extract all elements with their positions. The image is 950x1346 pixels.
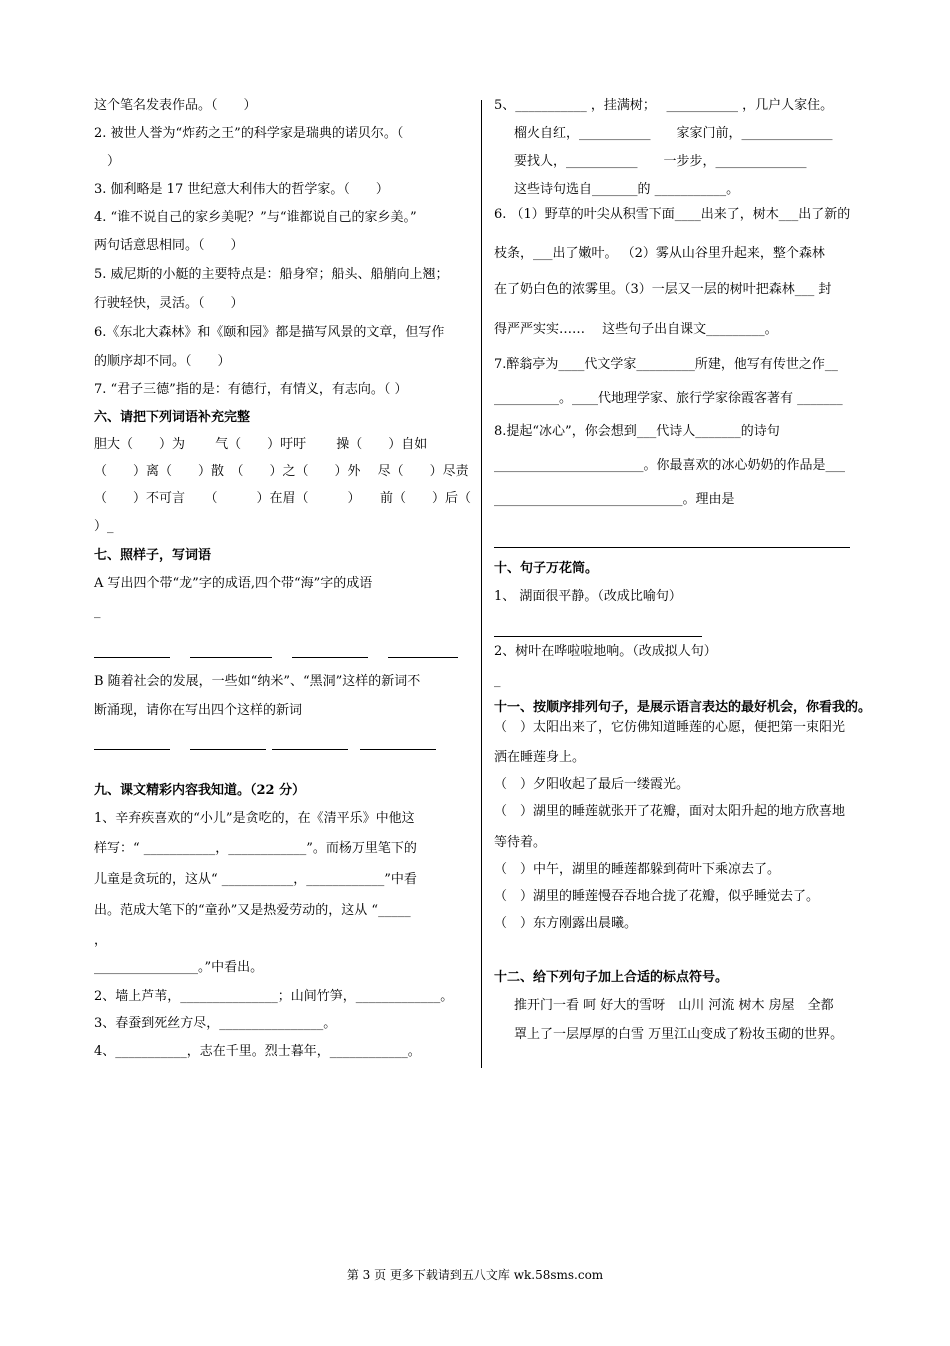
text-line: B 随着社会的发展，一些如“纳米”、“黑洞”这样的新词不: [94, 674, 421, 689]
section-heading: 十二、给下列句子加上合适的标点符号。: [494, 970, 729, 985]
text-line: 3. 伽利略是 17 世纪意大利伟大的哲学家。（ ）: [94, 182, 389, 197]
section-heading: 九、课文精彩内容我知道。（22 分）: [94, 783, 306, 798]
answer-line: [94, 657, 170, 658]
text-line: 出。范成大笔下的“童孙”又是热爱劳动的，这从 “_____: [94, 903, 411, 918]
text-line: ，: [94, 933, 108, 948]
text-line: _: [494, 673, 501, 688]
text-line: 7. “君子三德”指的是：有德行，有情义，有志向。（ ）: [94, 382, 408, 397]
text-line: （ ）中午，湖里的睡莲都躲到荷叶下乘凉去了。: [494, 862, 781, 877]
section-heading: 七、照样子，写词语: [94, 548, 212, 563]
text-line: （ ）湖里的睡莲就张开了花瓣，面对太阳升起的地方欣喜地: [494, 804, 846, 819]
text-line: 洒在睡莲身上。: [494, 750, 586, 765]
section-heading: 十、句子万花筒。: [494, 561, 599, 576]
section-heading: 十一、按顺序排列句子，是展示语言表达的最好机会，你看我的。: [494, 700, 872, 715]
text-line: 4、___________，志在千里。烈士暮年，____________。: [94, 1044, 421, 1059]
text-line: _: [94, 604, 101, 619]
text-line: _____________________________。理由是: [494, 492, 735, 507]
text-line: 枝条，___出了嫩叶。 （2）雾从山谷里升起来，整个森林: [494, 246, 825, 261]
answer-line: [190, 657, 272, 658]
text-line: 的顺序却不同。（ ）: [94, 354, 231, 369]
text-line: 7.醉翁亭为____代文学家_________所建，他写有传世之作__: [494, 357, 838, 372]
text-line: 4. “谁不说自己的家乡美呢？”与“谁都说自己的家乡美。”: [94, 210, 417, 225]
text-line: _______________________。你最喜欢的冰心奶奶的作品是___: [494, 458, 846, 473]
section-heading: 六、请把下列词语补充完整: [94, 410, 251, 425]
text-line: 要找人，___________ 一步步，______________: [514, 154, 807, 169]
text-line: 断涌现，请你在写出四个这样的新词: [94, 703, 303, 718]
text-line: 6.《东北大森林》和《颐和园》都是描写风景的文章，但写作: [94, 325, 445, 340]
answer-line: [272, 749, 348, 750]
text-line: 这个笔名发表作品。（ ）: [94, 98, 257, 113]
text-line: 2、墙上芦苇，_______________；山间竹笋，_____________。: [94, 989, 454, 1004]
text-line: 5. 威尼斯的小艇的主要特点是：船身窄；船头、船艄向上翘；: [94, 267, 449, 282]
answer-line: [494, 547, 850, 548]
text-line: 5、___________ ，挂满树； ___________ ，几户人家住。: [494, 98, 834, 113]
text-line: 行驶轻快，灵活。（ ）: [94, 296, 244, 311]
column-divider: [481, 100, 482, 1068]
answer-line: [190, 749, 266, 750]
text-line: 1、辛弃疾喜欢的“小儿”是贪吃的，在《清平乐》中他这: [94, 811, 415, 826]
text-line: 6. （1）野草的叶尖从积雪下面____出来了，树木___出了新的: [494, 207, 851, 222]
page-footer: 第 3 页 更多下载请到五八文库 wk.58sms.com: [346, 1268, 604, 1282]
text-line: 3、春蚕到死丝方尽，________________。: [94, 1016, 337, 1031]
text-line: 在了奶白色的浓雾里。（3）一层又一层的树叶把森林___ 封: [494, 282, 832, 297]
answer-line: [494, 636, 702, 637]
text-line: （ ）东方刚露出晨曦。: [494, 916, 638, 931]
answer-line: [360, 749, 436, 750]
text-line: 罩上了一层厚厚的白雪 万里江山变成了粉妆玉砌的世界。: [514, 1027, 844, 1042]
text-line: 8.提起“冰心”，你会想到___代诗人_______的诗句: [494, 424, 780, 439]
text-line: 胆大（ ）为 气（ ）吁吁 操（ ）自如: [94, 437, 428, 452]
answer-line: [292, 657, 368, 658]
text-line: A 写出四个带“龙”字的成语,四个带“海”字的成语: [94, 576, 373, 591]
text-line: 推开门一看 呵 好大的雪呀 山川 河流 树木 房屋 全都: [514, 998, 834, 1013]
text-line: 2. 被世人誉为“炸药之王”的科学家是瑞典的诺贝尔。（: [94, 126, 404, 141]
text-line: __________。____代地理学家、旅行学家徐霞客著有 _______: [494, 391, 843, 406]
text-line: 2、树叶在哗啦啦地响。（改成拟人句）: [494, 644, 717, 659]
text-line: 儿童是贪玩的，这从“ ___________，____________”中看: [94, 872, 417, 887]
text-line: 两句话意思相同。（ ）: [94, 238, 244, 253]
text-line: （ ）离（ ）散 （ ）之（ ）外 尽（ ）尽责: [94, 464, 469, 479]
text-line: （ ）不可言 （ ）在眉（ ） 前（ ）后（: [94, 491, 472, 506]
text-line: ）: [94, 154, 121, 169]
text-line: 样写：“ ___________，____________”。而杨万里笔下的: [94, 841, 417, 856]
text-line: （ ）夕阳收起了最后一缕霞光。: [494, 777, 690, 792]
answer-line: [388, 657, 458, 658]
text-line: ________________。”中看出。: [94, 960, 264, 975]
text-line: （ ）太阳出来了，它仿佛知道睡莲的心愿，便把第一束阳光: [494, 720, 846, 735]
text-line: 等待着。: [494, 835, 547, 850]
text-line: 榴火自红，___________ 家家门前，______________: [514, 126, 833, 141]
text-line: 1、 湖面很平静。（改成比喻句）: [494, 589, 682, 604]
text-line: 这些诗句选自_______的 ___________。: [514, 182, 740, 197]
text-line: （ ）湖里的睡莲慢吞吞地合拢了花瓣，似乎睡觉去了。: [494, 889, 820, 904]
text-line: 得严严实实…… 这些句子出自课文_________。: [494, 322, 778, 337]
text-line: ）_: [94, 519, 114, 534]
answer-line: [94, 749, 170, 750]
